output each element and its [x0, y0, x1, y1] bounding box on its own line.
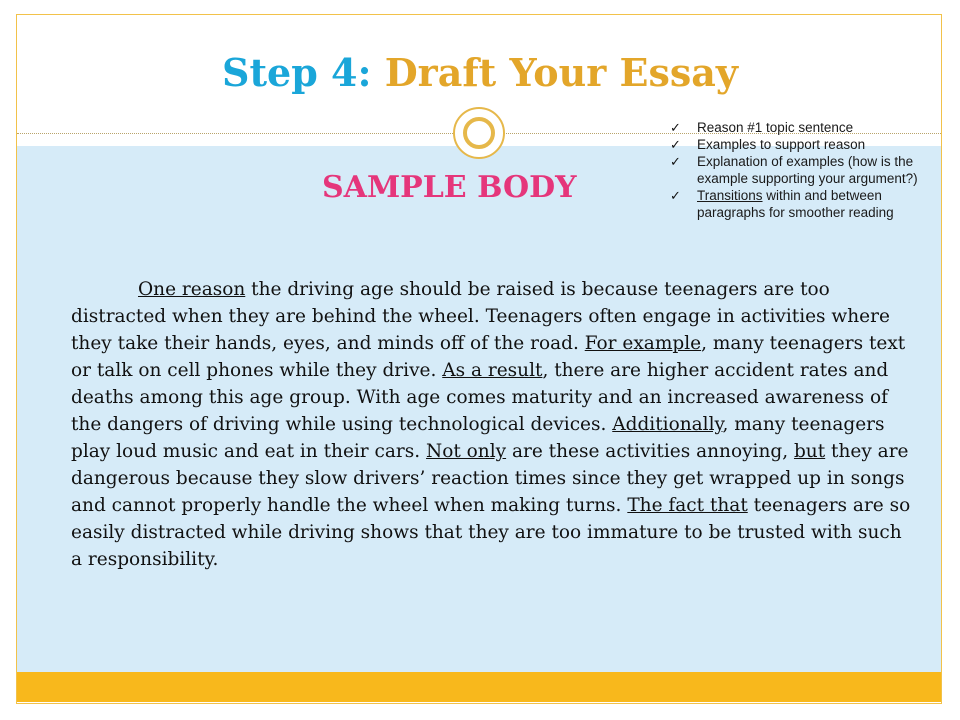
- paragraph-text: the driving age should be raised is because teenagers are too distracted when they are behind the wheel. Teenagers often engage in activities where they take their hands, eyes, and minds off of the road.: [71, 279, 890, 354]
- paragraph-text: , there are higher accident rates and deaths among this age group. With age comes maturity and an increased awareness of the dangers of driving while using technological devices.: [71, 360, 889, 435]
- checkmark-icon: ✓: [670, 188, 681, 203]
- checkmark-icon: ✓: [670, 137, 681, 152]
- checklist-item: [670, 119, 925, 136]
- transition-phrase: but: [793, 441, 826, 462]
- transition-phrase: One reason: [138, 279, 246, 300]
- ring-ornament-inner: [463, 117, 495, 149]
- checklist: [670, 119, 925, 221]
- checklist-item-text: Explanation of examples (how is the example supporting your argument?): [697, 154, 918, 186]
- title-main: Draft Your Essay: [384, 50, 738, 95]
- checklist-item-underlined: Transitions: [697, 188, 763, 203]
- checklist-item-text: within and between paragraphs for smoother reading: [697, 188, 894, 220]
- paragraph-text: they are dangerous because they slow drivers’ reaction times since they get wrapped up in songs and cannot properly handle the wheel when making turns.: [71, 441, 909, 516]
- paragraph-text: , many teenagers text or talk on cell phones while they drive.: [71, 333, 906, 381]
- transition-phrase: As a result: [442, 360, 543, 381]
- checklist-item-text: Reason #1 topic sentence: [697, 120, 854, 135]
- transition-phrase: The fact that: [627, 495, 748, 516]
- checkmark-icon: ✓: [670, 120, 681, 135]
- sample-body-paragraph: [71, 276, 915, 573]
- transition-phrase: Not only: [426, 441, 507, 462]
- paragraph-text: are these activities annoying,: [506, 441, 794, 462]
- checklist-item: [670, 187, 925, 221]
- paragraph-text: teenagers are so easily distracted while driving shows that they are too immature to be trusted with such a responsibility.: [71, 495, 911, 570]
- title-prefix: Step 4:: [222, 50, 372, 95]
- checklist-item: [670, 153, 925, 187]
- section-heading: SAMPLE BODY: [322, 170, 577, 205]
- paragraph-segments: [71, 279, 910, 570]
- slide-title: [0, 48, 960, 98]
- transition-phrase: For example: [584, 333, 702, 354]
- footer-bar: [17, 672, 941, 702]
- paragraph-text: , many teenagers play loud music and eat in their cars.: [71, 414, 885, 462]
- checklist-item-text: Examples to support reason: [697, 137, 866, 152]
- transition-phrase: Additionally: [612, 414, 723, 435]
- ring-ornament-icon: [453, 107, 505, 159]
- checklist-item: [670, 136, 925, 153]
- checkmark-icon: ✓: [670, 154, 681, 169]
